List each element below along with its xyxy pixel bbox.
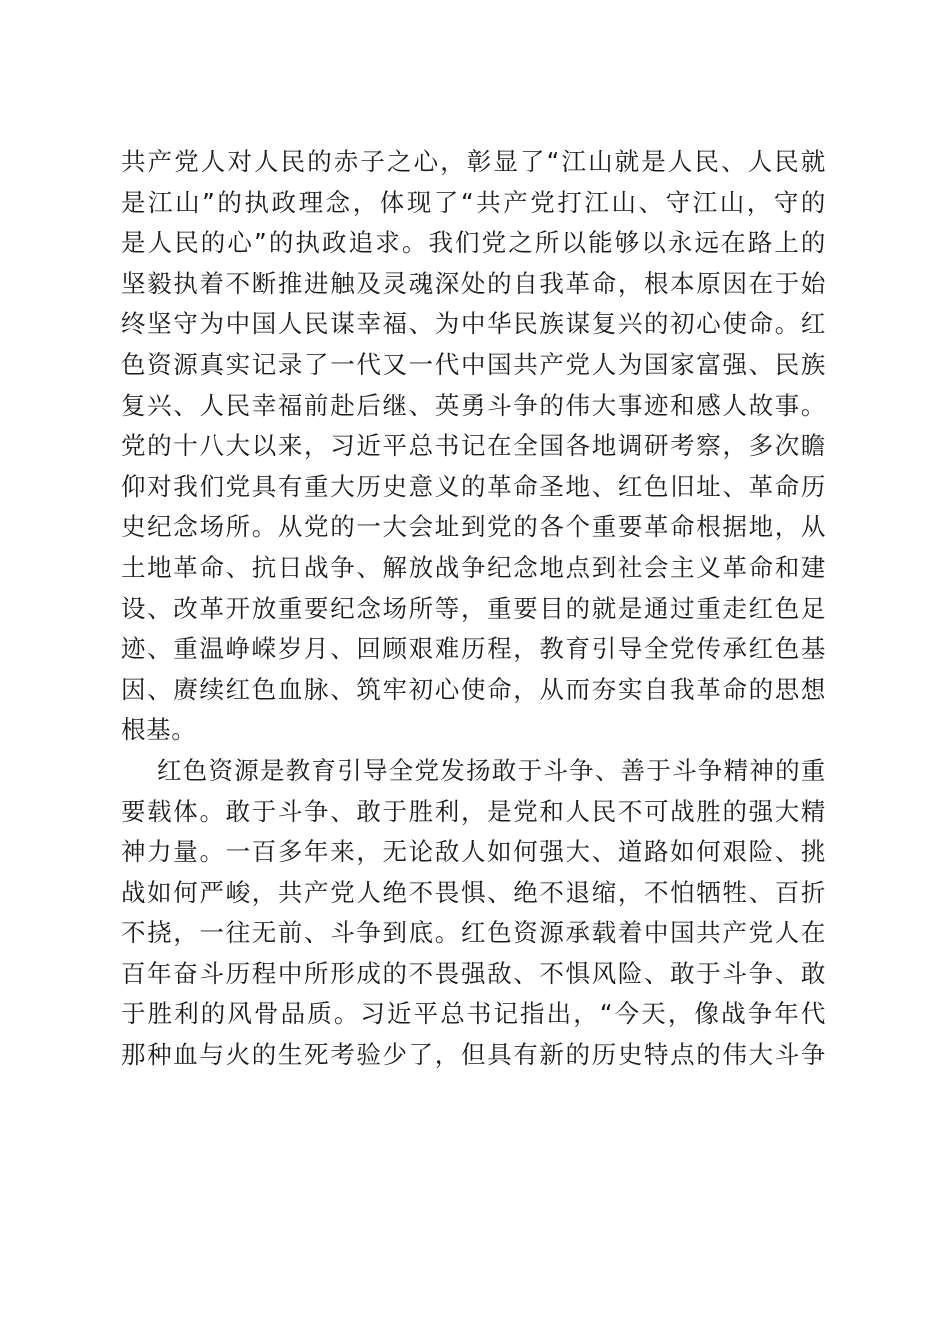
text-line: 不挠，一往无前、斗争到底。红色资源承载着中国共产党人在	[121, 918, 826, 948]
text-line: 神力量。一百多年来，无论敌人如何强大、道路如何艰险、挑	[121, 837, 826, 867]
text-line: 迹、重温峥嵘岁月、回顾艰难历程，教育引导全党传承红色基	[121, 634, 826, 664]
text-line: 于胜利的风骨品质。习近平总书记指出，“今天，像战争年代	[121, 999, 826, 1029]
text-line: 红色资源是教育引导全党发扬敢于斗争、善于斗争精神的重	[157, 755, 826, 785]
text-line: 设、改革开放重要纪念场所等，重要目的就是通过重走红色足	[121, 593, 826, 623]
text-line: 党的十八大以来，习近平总书记在全国各地调研考察，多次瞻	[121, 431, 826, 461]
text-line: 史纪念场所。从党的一大会址到党的各个重要革命根据地，从	[121, 512, 826, 542]
text-line: 仰对我们党具有重大历史意义的革命圣地、红色旧址、革命历	[121, 471, 826, 501]
text-line: 百年奋斗历程中所形成的不畏强敌、不惧风险、敢于斗争、敢	[121, 958, 826, 988]
text-line: 坚毅执着不断推进触及灵魂深处的自我革命，根本原因在于始	[121, 268, 826, 298]
text-line: 是人民的心”的执政追求。我们党之所以能够以永远在路上的	[121, 228, 826, 258]
paragraph-2	[121, 751, 826, 1076]
text-line: 共产党人对人民的赤子之心，彰显了“江山就是人民、人民就	[121, 147, 826, 176]
text-line: 是江山”的执政理念，体现了“共产党打江山、守江山，守的	[121, 187, 826, 217]
text-line: 复兴、人民幸福前赴后继、英勇斗争的伟大事迹和感人故事。	[121, 390, 826, 420]
paragraph-1	[121, 142, 826, 751]
text-line: 战如何严峻，共产党人绝不畏惧、绝不退缩，不怕牺牲、百折	[121, 877, 826, 907]
text-line: 那种血与火的生死考验少了，但具有新的历史特点的伟大斗争	[121, 1040, 826, 1070]
text-line: 根基。	[121, 715, 197, 745]
body-text	[121, 142, 826, 1076]
text-line: 土地革命、抗日战争、解放战争纪念地点到社会主义革命和建	[121, 552, 826, 582]
text-line: 色资源真实记录了一代又一代中国共产党人为国家富强、民族	[121, 349, 826, 379]
text-line: 终坚守为中国人民谋幸福、为中华民族谋复兴的初心使命。红	[121, 309, 826, 339]
text-line: 因、赓续红色血脉、筑牢初心使命，从而夯实自我革命的思想	[121, 674, 826, 704]
text-line: 要载体。敢于斗争、敢于胜利，是党和人民不可战胜的强大精	[121, 796, 826, 826]
